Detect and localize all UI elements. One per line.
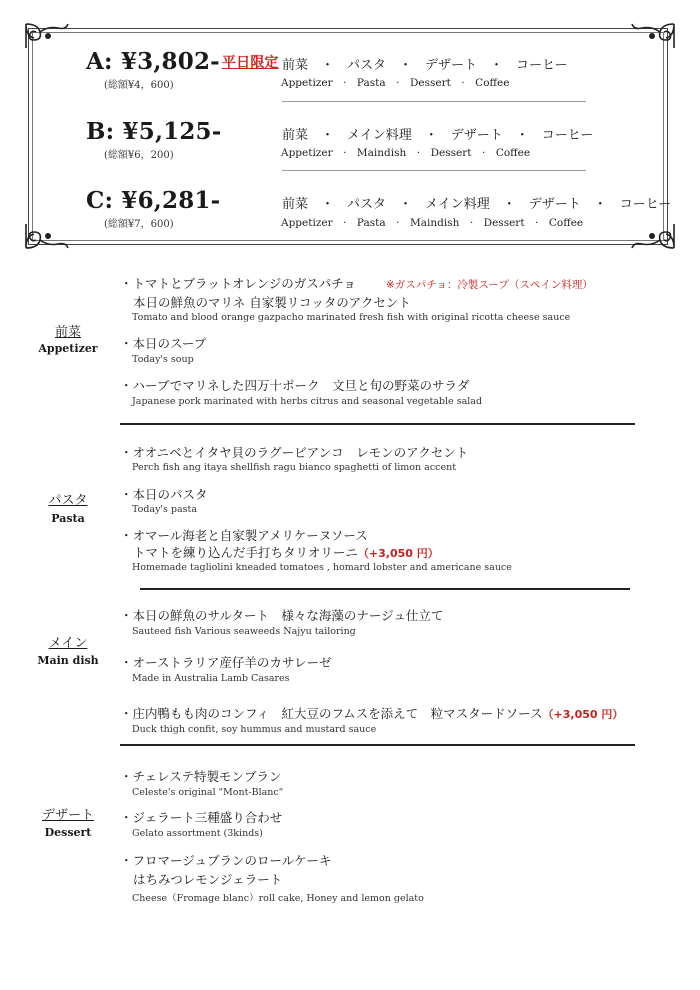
weekday-limited-badge: 平日限定 <box>221 55 279 71</box>
dish-jp: ・ジェラート三種盛り合わせ <box>120 810 283 825</box>
dish-jp: はちみつレモンジェラート <box>133 872 283 887</box>
dish-en: Today's pasta <box>132 504 198 515</box>
course-b-items-en: Appetizer · Maindish · Dessert · Coffee <box>281 147 531 159</box>
section-title-jp: メイン <box>48 636 88 651</box>
course-b-items-jp: 前菜 ・ メイン料理 ・ デザート ・ コーヒー <box>282 128 594 143</box>
dish-en: Celeste's original "Mont-Blanc" <box>132 787 284 798</box>
gazpacho-note: ※ガスパチョ：冷製スープ（スペイン料理） <box>385 279 593 291</box>
dish-jp: ・オーストラリア産仔羊のカサレーゼ <box>120 655 332 670</box>
dish-jp: ・チェレステ特製モンブラン <box>120 769 282 784</box>
course-a-total: (総額¥4，600) <box>104 80 174 91</box>
section-title-en: Dessert <box>44 826 92 839</box>
dish-jp: ・フロマージュブランのロールケーキ <box>120 853 332 868</box>
section-title-en: Main dish <box>37 654 99 667</box>
dish-en: Tomato and blood orange gazpacho marinated fresh fish with original ricotta cheese sauce <box>132 312 571 323</box>
course-c-total: (総額¥7，600) <box>104 219 174 230</box>
corner-ornament-icon <box>630 22 676 50</box>
course-c-items-en: Appetizer · Pasta · Maindish · Dessert · Coffee <box>281 217 584 229</box>
dish-jp: トマトを練り込んだ手打ちタリオリーニ（+3,050 円） <box>133 545 439 560</box>
dish-jp: 本日の鮮魚のマリネ 自家製リコッタのアクセント <box>133 295 411 310</box>
section-title-jp: デザート <box>41 808 94 823</box>
section-title-en: Appetizer <box>38 342 98 355</box>
dish-jp: ・本日の鮮魚のサルタート 様々な海藻のナージュ仕立て <box>120 608 444 623</box>
dish-en: Perch fish ang itaya shellfish ragu bianco spaghetti of limon accent <box>132 462 457 473</box>
dish-jp: ・オマール海老と自家製アメリケーヌソース <box>120 528 368 543</box>
course-a-items-jp: 前菜 ・ パスタ ・ デザート ・ コーヒー <box>282 58 568 73</box>
extra-charge: （+3,050 円） <box>542 708 624 721</box>
dish-en: Cheese（Fromage blanc）roll cake, Honey and lemon gelato <box>132 893 424 904</box>
dish-en: Japanese pork marinated with herbs citrus and seasonal vegetable salad <box>132 396 483 407</box>
dish-en: Homemade tagliolini kneaded tomatoes , homard lobster and americane sauce <box>132 562 512 573</box>
course-a-items-en: Appetizer · Pasta · Dessert · Coffee <box>281 77 510 89</box>
corner-ornament-icon <box>24 22 70 50</box>
dish-en: Today's soup <box>132 354 194 365</box>
section-title-jp: パスタ <box>48 493 88 508</box>
dish-jp: ・ハーブでマリネした四万十ポーク 文旦と旬の野菜のサラダ <box>120 378 470 393</box>
dish-en: Sauteed fish Various seaweeds Najyu tailoring <box>132 626 356 637</box>
section-divider <box>120 744 635 746</box>
dish-jp: ・本日のパスタ <box>120 487 208 502</box>
section-divider <box>120 423 635 425</box>
dish-en: Duck thigh confit, soy hummus and mustard sauce <box>132 724 377 735</box>
section-title-jp: 前菜 <box>54 325 81 340</box>
divider <box>282 101 586 102</box>
course-a-price: A: ¥3,802- <box>86 48 220 75</box>
course-b-price: B: ¥5,125- <box>86 118 222 145</box>
course-c-items-jp: 前菜 ・ パスタ ・ メイン料理 ・ デザート ・ コーヒー <box>282 197 672 212</box>
section-title-en: Pasta <box>51 512 85 525</box>
corner-ornament-icon <box>630 222 676 250</box>
divider <box>282 170 586 171</box>
dish-jp: ・本日のスープ <box>120 336 207 351</box>
corner-ornament-icon <box>24 222 70 250</box>
dish-jp: ・オオニベとイタヤ貝のラグービアンコ レモンのアクセント <box>120 445 469 460</box>
dish-jp: ・庄内鴨もも肉のコンフィ 紅大豆のフムスを添えて 粒マスタードソース（+3,050 円） <box>120 706 624 721</box>
dish-en: Made in Australia Lamb Casares <box>132 673 290 684</box>
course-c-price: C: ¥6,281- <box>86 187 221 214</box>
section-divider <box>140 588 630 590</box>
dish-en: Gelato assortment (3kinds) <box>132 828 263 839</box>
course-b-total: (総額¥6，200) <box>104 150 174 161</box>
extra-charge: （+3,050 円） <box>357 547 439 560</box>
dish-jp: ・トマトとブラットオレンジのガスパチョ ※ガスパチョ：冷製スープ（スペイン料理） <box>120 276 593 291</box>
